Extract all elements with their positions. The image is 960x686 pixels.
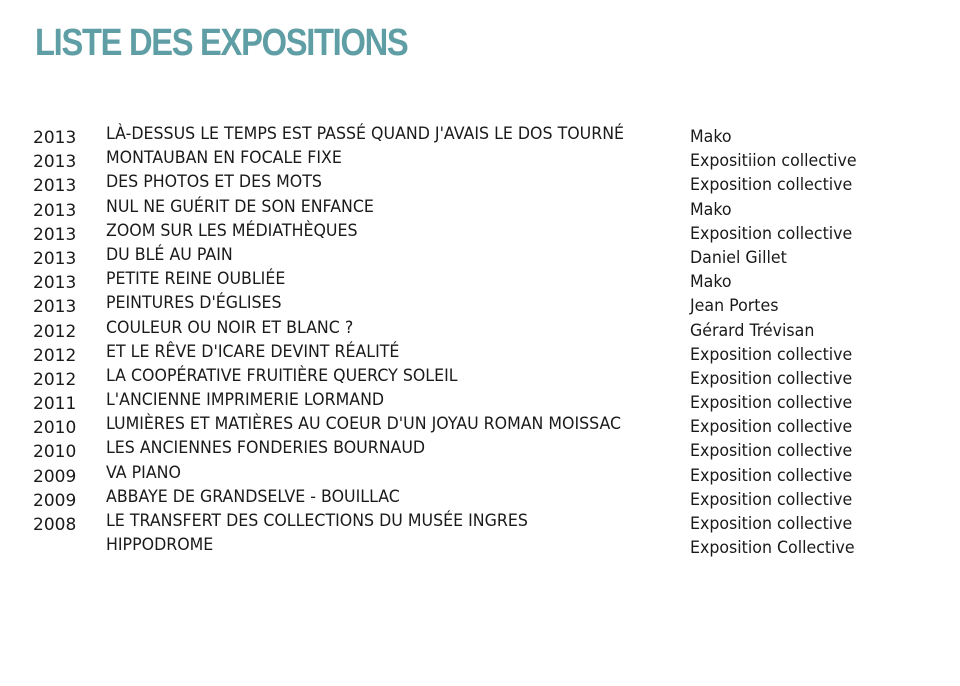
exposition-author: Exposition collective: [690, 344, 853, 365]
exposition-title: MONTAUBAN EN FOCALE FIXE: [106, 148, 342, 169]
exposition-year: 2011: [33, 394, 77, 415]
exposition-title: ZOOM SUR LES MÉDIATHÈQUES: [106, 220, 358, 241]
list-item: [0, 221, 960, 245]
exposition-title: LUMIÈRES ET MATIÈRES AU COEUR D'UN JOYAU ROMAN MOISSAC: [106, 414, 622, 435]
exposition-year: 2010: [33, 442, 77, 463]
exposition-author: Expositiion collective: [690, 151, 857, 172]
exposition-year: 2009: [33, 490, 77, 511]
exposition-year: 2013: [33, 200, 77, 221]
list-item: [0, 245, 960, 269]
exposition-author: Exposition collective: [690, 223, 853, 244]
exposition-title: DES PHOTOS ET DES MOTS: [106, 172, 322, 193]
exposition-year: 2013: [33, 152, 77, 173]
exposition-year: 2013: [33, 224, 77, 245]
list-item: [0, 318, 960, 342]
exposition-year: 2013: [33, 176, 77, 197]
exposition-author: Mako: [690, 272, 732, 293]
exposition-author: Exposition collective: [690, 489, 853, 510]
exposition-author: Gérard Trévisan: [690, 320, 815, 341]
exposition-title: DU BLÉ AU PAIN: [106, 244, 233, 265]
list-item: [0, 535, 960, 559]
exposition-title: ABBAYE DE GRANDSELVE - BOUILLAC: [106, 486, 400, 507]
list-item: [0, 366, 960, 390]
exposition-year: 2008: [33, 515, 77, 535]
exposition-title: PEINTURES D'ÉGLISES: [106, 293, 282, 314]
exposition-author: Exposition collective: [690, 441, 853, 462]
exposition-author: Exposition collective: [690, 417, 853, 438]
exposition-year: 2010: [33, 418, 77, 439]
list-item: [0, 293, 960, 317]
exposition-author: Exposition collective: [690, 514, 853, 534]
exposition-author: Exposition Collective: [690, 538, 855, 559]
exposition-title: LA COOPÉRATIVE FRUITIÈRE QUERCY SOLEIL: [106, 365, 458, 386]
exposition-year: 2013: [33, 273, 77, 294]
exposition-author: Mako: [690, 127, 732, 147]
exposition-title: LES ANCIENNES FONDERIES BOURNAUD: [106, 438, 426, 459]
list-item: [0, 390, 960, 414]
list-item: [0, 487, 960, 511]
exposition-year: 2009: [33, 466, 77, 487]
exposition-title: L'ANCIENNE IMPRIMERIE LORMAND: [106, 390, 385, 411]
exposition-title: ET LE RÊVE D'ICARE DEVINT RÉALITÉ: [106, 341, 400, 362]
page-title: LISTE DES EXPOSITIONS: [35, 22, 408, 64]
list-item: [0, 148, 960, 172]
exposition-year: 2012: [33, 345, 77, 366]
list-item: [0, 269, 960, 293]
exposition-title: LE TRANSFERT DES COLLECTIONS DU MUSÉE INGRES: [106, 511, 528, 531]
exposition-year: 2013: [33, 297, 77, 318]
list-item: [0, 511, 960, 535]
exposition-title: LÀ-DESSUS LE TEMPS EST PASSÉ QUAND J'AVAIS LE DOS TOURNÉ: [106, 124, 625, 144]
exposition-year: 2012: [33, 369, 77, 390]
exposition-title: VA PIANO: [106, 462, 181, 483]
list-item: [0, 342, 960, 366]
exposition-title: NUL NE GUÉRIT DE SON ENFANCE: [106, 196, 374, 217]
exposition-title: COULEUR OU NOIR ET BLANC ?: [106, 317, 354, 338]
list-item: [0, 463, 960, 487]
list-item: [0, 172, 960, 196]
exposition-author: Exposition collective: [690, 465, 853, 486]
exposition-year: 2013: [33, 248, 77, 269]
exposition-author: Exposition collective: [690, 393, 853, 414]
exposition-author: Exposition collective: [690, 175, 853, 196]
exposition-year: 2013: [33, 128, 77, 148]
exposition-author: Jean Portes: [690, 296, 779, 317]
exposition-author: Daniel Gillet: [690, 247, 787, 268]
list-item: [0, 414, 960, 438]
list-item: [0, 124, 960, 148]
exposition-author: Mako: [690, 199, 732, 220]
exposition-title: HIPPODROME: [106, 535, 214, 556]
exposition-author: Exposition collective: [690, 368, 853, 389]
list-item: [0, 438, 960, 462]
exposition-year: 2012: [33, 321, 77, 342]
exposition-list: [0, 124, 960, 559]
list-item: [0, 197, 960, 221]
exposition-title: PETITE REINE OUBLIÉE: [106, 269, 286, 290]
